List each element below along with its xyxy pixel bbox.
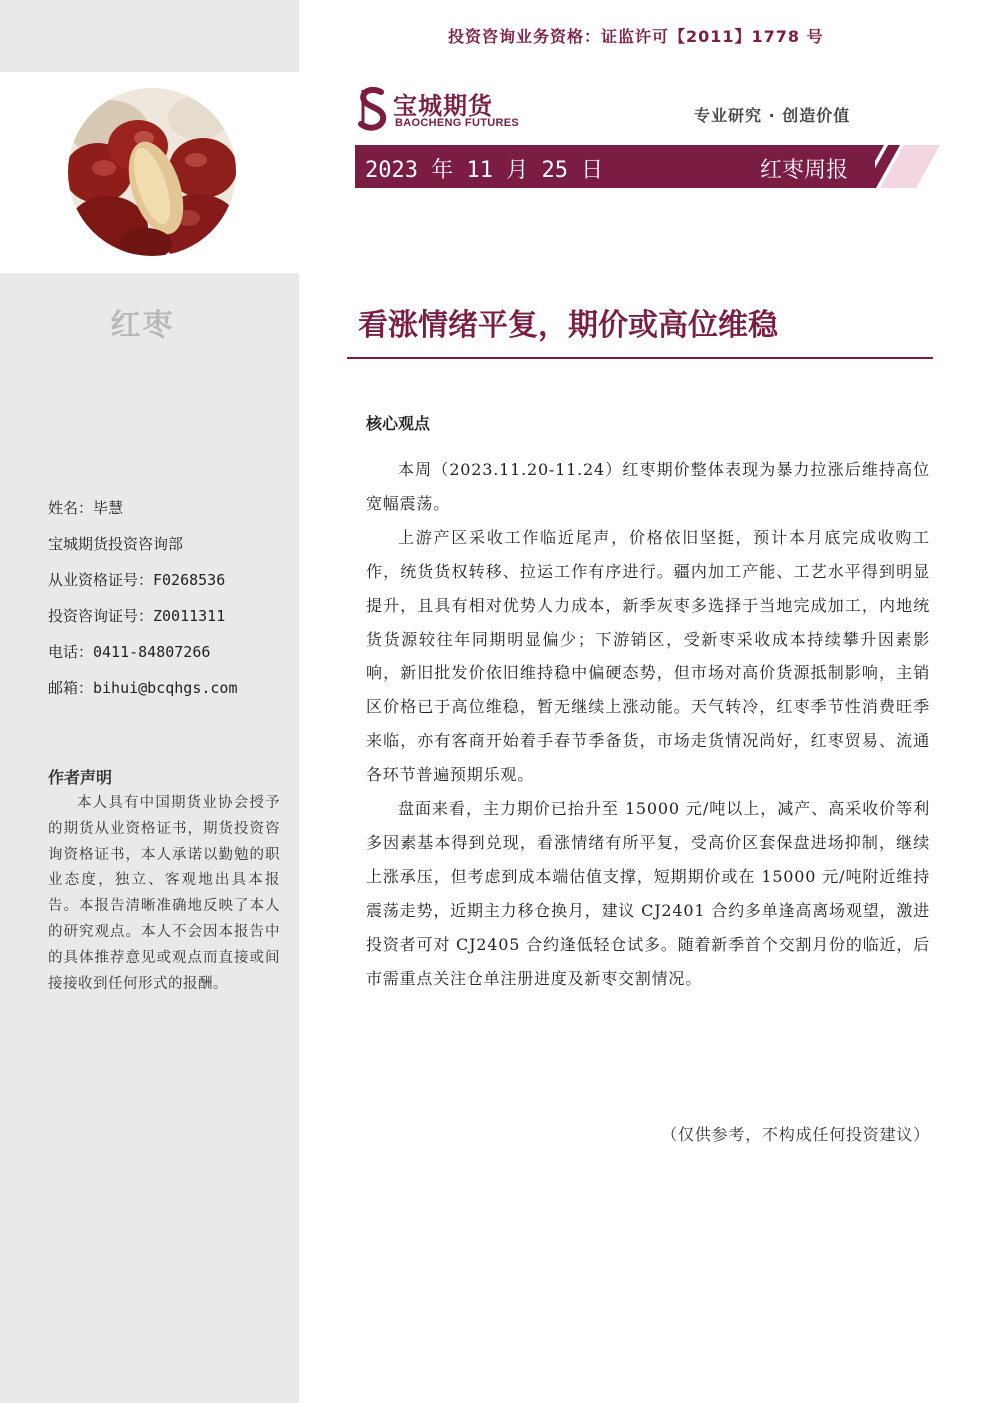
disclaimer: （仅供参考，不构成任何投资建议）	[661, 1125, 930, 1144]
headline-divider	[347, 357, 933, 359]
author-consulting-number: 投资咨询证号：Z0011311	[48, 607, 226, 625]
jujube-photo	[68, 88, 236, 256]
banner-stripes-icon	[860, 145, 940, 188]
author-name: 姓名：毕慧	[48, 499, 124, 517]
logo-emblem-icon	[355, 86, 391, 132]
product-name: 红枣	[110, 308, 175, 343]
paragraph: 盘面来看，主力期价已抬升至 15000 元/吨以上，减产、高采收价等利多因素基本得到兑现，看涨情绪有所平复，受高价区套保盘进场抑制，继续上涨承压，但考虑到成本端估值支撑，短期期价或在 15000 元/吨附近维持震荡走势，近期主力移仓换月，建议 CJ2401 合约多单逢高离场观望，激进投资者可对 CJ2405 合约逢低轻仓试多。随着新季首个交割月份的临近，后市需重点关注仓单注册进度及新枣交割情况。	[366, 799, 930, 988]
report-date: 2023 年 11 月 25 日	[365, 158, 604, 183]
report-headline: 看涨情绪平复，期价或高位维稳	[358, 308, 778, 343]
author-info	[48, 493, 288, 709]
logo-name-cn: 宝城期货	[393, 92, 493, 120]
author-phone: 电话：0411-84807266	[48, 643, 211, 661]
author-qualification-number: 从业资格证号：F0268536	[48, 571, 226, 589]
author-email: 邮箱：bihui@bcqhgs.com	[48, 679, 238, 697]
logo-name-en: BAOCHENG FUTURES	[395, 117, 519, 129]
report-type: 红枣周报	[760, 158, 849, 183]
sidebar-top-panel	[0, 0, 299, 72]
core-view-title: 核心观点	[366, 414, 431, 433]
core-view-body	[366, 453, 930, 996]
author-department: 宝城期货投资咨询部	[48, 535, 184, 553]
paragraph: 本周（2023.11.20-11.24）红枣期价整体表现为暴力拉涨后维持高位宽幅震荡。	[366, 460, 930, 513]
paragraph: 上游产区采收工作临近尾声，价格依旧坚挺，预计本月底完成收购工作，统货货权转移、拉运工作有序进行。疆内加工产能、工艺水平得到明显提升，且具有相对优势人力成本，新季灰枣多选择于当地完成加工，内地统货货源较往年同期明显偏少；下游销区，受新枣采收成本持续攀升因素影响，新旧批发价依旧维持稳中偏硬态势，但市场对高价货源抵制影响，主销区价格已于高位维稳，暂无继续上涨动能。天气转冷，红枣季节性消费旺季来临，亦有客商开始着手春节季备货，市场走货情况尚好，红枣贸易、流通各环节普遍预期乐观。	[366, 527, 930, 785]
license-line: 投资咨询业务资格：证监许可【2011】1778 号	[448, 27, 824, 46]
company-logo	[355, 86, 525, 134]
declaration-text: 本人具有中国期货业协会授予的期货从业资格证书，期货投资咨询资格证书，本人承诺以勤勉的职业态度，独立、客观地出具本报告。本报告清晰准确地反映了本人的研究观点。本人不会因本报告中的具体推荐意见或观点而直接或间接接收到任何形式的报酬。	[48, 795, 280, 992]
declaration-title: 作者声明	[48, 768, 113, 787]
slogan: 专业研究 · 创造价值	[694, 106, 851, 125]
